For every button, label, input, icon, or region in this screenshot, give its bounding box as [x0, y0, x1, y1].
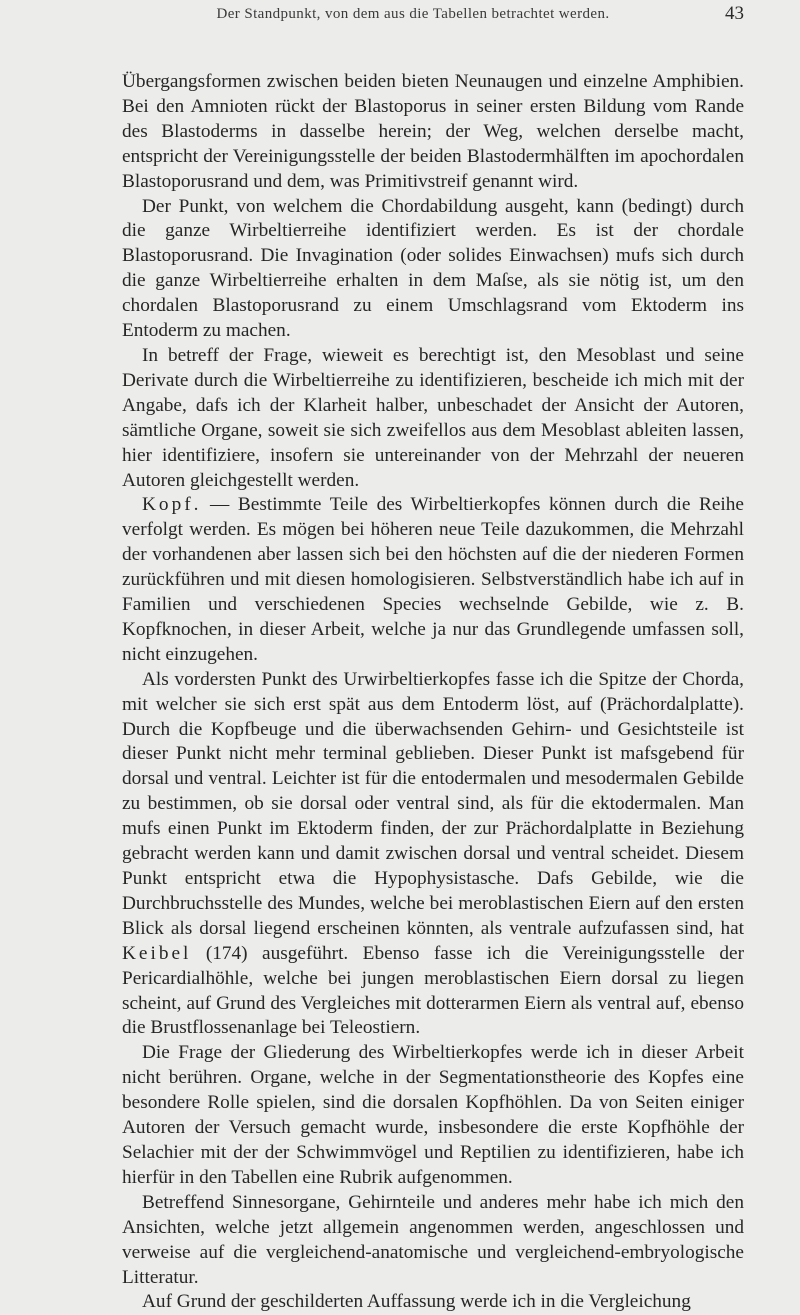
- paragraph-text: hat: [720, 917, 744, 939]
- paragraph-text: Die Frage der Gliederung des Wirbeltierkopfes werde ich in dieser Arbeit nicht berühren. Organe, welche in der Segmentationstheorie des Kopfes eine besondere Rolle spielen, sind die dorsalen Kopfhöhlen. Da von Seiten einiger Autoren der Versuch gemacht wurde, insbesondere die erste Kopfhöhle der Selachier mit der der Schwimmvögel und Reptilien zu identifizieren, habe ich hierfür in den Tabellen eine Rubrik aufgenommen.: [122, 1042, 744, 1188]
- paragraph: [122, 1290, 744, 1315]
- paragraph: [122, 493, 744, 667]
- paragraph: [122, 1191, 744, 1291]
- paragraph: [122, 70, 744, 195]
- paragraph-text: (174) ausgeführt. Ebenso fasse ich die Vereinigungsstelle der Pericardialhöhle, welche bei jungen meroblastischen Eiern dorsal zu liegen scheint, auf Grund des Vergleiches mit dotterarmen Eiern als ventral auf, ebenso die Brustflossenanlage bei Teleostiern.: [122, 942, 744, 1039]
- page-header: [122, 0, 744, 36]
- running-head: Der Standpunkt, von dem aus die Tabellen betrachtet werden.: [216, 6, 610, 22]
- paragraph: [122, 1041, 744, 1190]
- body-text: [122, 70, 744, 1315]
- paragraph-text: Der Punkt, von welchem die Chordabildung ausgeht, kann (bedingt) durch die ganze Wirbeltierreihe identifiziert werden. Es ist der chordale Blastoporusrand. Die Invagination (oder solides Einwachsen) mufs sich durch die ganze Wirbeltierreihe erhalten in dem Maſse, als sie nötig ist, um den chordalen Blastoporusrand zu einem Umschlagsrand vom Ektoderm ins Entoderm zu machen.: [122, 195, 744, 342]
- paragraph: [122, 668, 744, 1042]
- author-name: Keibel: [122, 942, 192, 964]
- paragraph-text: Als vordersten Punkt des Urwirbeltierkopfes fasse ich die Spitze der Chorda, mit welcher sie sich erst spät aus dem Entoderm löst, auf (Prächordalplatte). Durch die Kopfbeuge und die überwachsenden Gehirn- und Gesichtsteile ist dieser Punkt nicht mehr terminal geblieben. Dieser Punkt ist mafsgebend für dorsal und ventral. Leichter ist für die entodermalen und mesodermalen Gebilde zu bestimmen, ob sie dorsal oder ventral sind, als für die ektodermalen. Man mufs einen Punkt im Ektoderm finden, der zur Prächordalplatte in Beziehung gebracht werden kann und damit zwischen dorsal und ventral scheidet. Diesem Punkt entspricht etwa die Hypophysistasche. Dafs Gebilde, wie die Durchbruchsstelle des Mundes, welche bei meroblastischen Eiern auf den ersten Blick als dorsal liegend erscheinen könnten, als ventrale aufzufassen sind,: [122, 668, 744, 939]
- paragraph-text: In betreff der Frage, wieweit es berechtigt ist, den Mesoblast und seine Derivate durch die Wirbeltierreihe zu identifizieren, bescheide ich mich mit der Angabe, dafs ich der Klarheit halber, unbeschadet der Ansicht der Autoren, sämtliche Organe, soweit sie sich zweifellos aus dem Mesoblast ableiten lassen, hier identifiziere, insofern sie untereinander von der Mehrzahl der neueren Autoren gleichgestellt werden.: [122, 344, 744, 491]
- paragraph: [122, 195, 744, 344]
- paragraph: [122, 344, 744, 493]
- paragraph-text: Betreffend Sinnesorgane, Gehirnteile und anderes mehr habe ich mich den Ansichten, welche jetzt allgemein angenommen werden, angeschlossen und verweise auf die vergleichend-anatomische und vergleichend-embryologische Litteratur.: [122, 1191, 744, 1288]
- paragraph-text: — Bestimmte Teile des Wirbeltierkopfes können durch die Reihe verfolgt werden. Es mögen bei höheren neue Teile dazukommen, die Mehrzahl der vorhandenen aber lassen sich bei den höchsten auf die der niederen Formen zurückführen und mit diesen homologisieren. Selbstverständlich habe ich auf in Familien und verschiedenen Species wechselnde Gebilde, wie z. B. Kopfknochen, in dieser Arbeit, welche ja nur das Grundlegende umfassen soll, nicht einzugehen.: [122, 494, 744, 665]
- paragraph-text: Auf Grund der geschilderten Auffassung werde ich in die Vergleichung: [142, 1291, 691, 1313]
- paragraph-text: Übergangsformen zwischen beiden bieten Neunaugen und einzelne Amphibien. Bei den Amnioten rückt der Blastoporus in seiner ersten Bildung vom Rande des Blastoderms in dasselbe herein; der Weg, welchen derselbe macht, entspricht der Vereinigungsstelle der beiden Blastodermhälften im apochordalen Blastoporusrand und dem, was Primitivstreif genannt wird.: [122, 71, 744, 192]
- section-lead: Kopf.: [142, 494, 202, 516]
- page-number: 43: [725, 3, 744, 24]
